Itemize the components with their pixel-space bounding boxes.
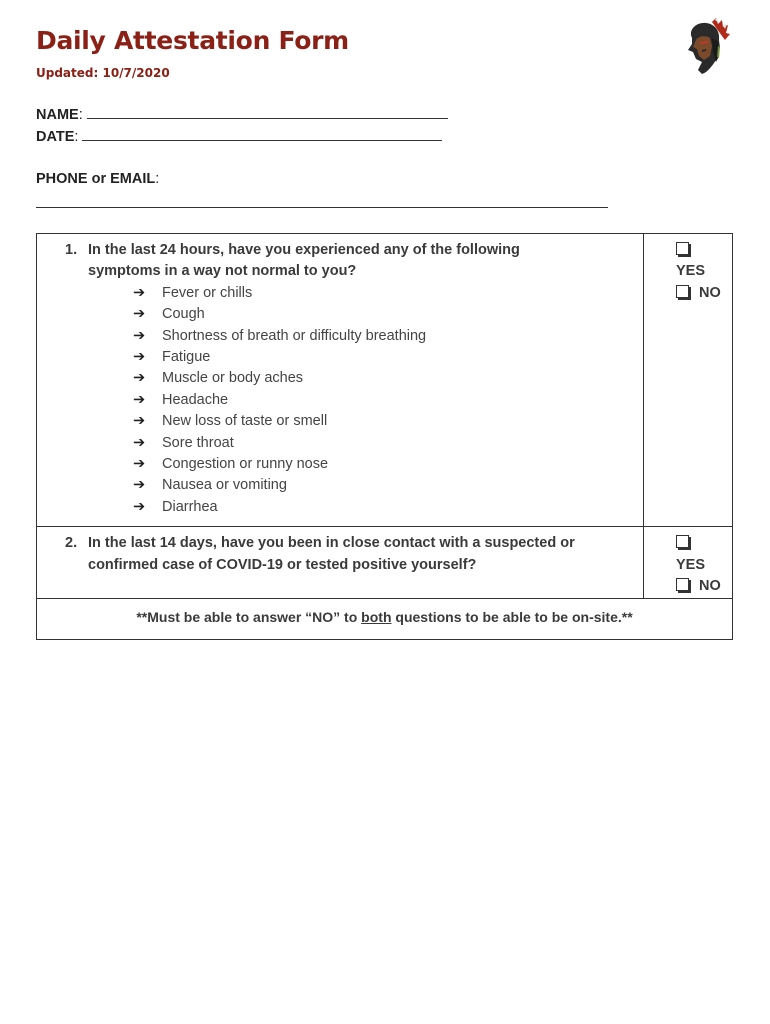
yes-label: YES xyxy=(676,556,706,573)
question-cell-1 xyxy=(37,234,644,527)
no-checkbox-1[interactable] xyxy=(676,283,722,304)
question-1 xyxy=(65,240,635,283)
symptom-text: Muscle or body aches xyxy=(162,370,304,387)
contact-field-label: PHONE or EMAIL: xyxy=(36,171,160,187)
list-item xyxy=(133,433,635,454)
question-cell-2 xyxy=(37,527,644,598)
arrow-right-icon: ➔ xyxy=(133,306,146,323)
name-line[interactable] xyxy=(87,106,448,119)
arrow-right-icon: ➔ xyxy=(133,413,146,430)
contact-label: PHONE or EMAIL xyxy=(36,171,156,187)
checkbox-icon[interactable] xyxy=(676,242,689,255)
symptom-text: New loss of taste or smell xyxy=(162,413,328,430)
contact-line[interactable] xyxy=(36,207,608,208)
question-text-line2: confirmed case of COVID-19 or tested positive yourself? xyxy=(88,556,477,573)
list-item xyxy=(133,326,635,347)
arrow-right-icon: ➔ xyxy=(133,456,146,473)
onsite-requirement-note xyxy=(37,598,733,639)
arrow-right-icon: ➔ xyxy=(133,434,146,451)
mascot-head-logo xyxy=(682,16,732,76)
list-item xyxy=(133,368,635,389)
date-field[interactable]: DATE: xyxy=(36,128,442,145)
question-text-line1: In the last 24 hours, have you experienced any of the following xyxy=(88,242,520,258)
attestation-table xyxy=(36,233,733,640)
no-label: NO xyxy=(699,284,721,301)
symptom-text: Congestion or runny nose xyxy=(162,456,329,473)
symptom-text: Sore throat xyxy=(162,434,234,451)
arrow-right-icon: ➔ xyxy=(133,284,146,301)
list-item xyxy=(133,411,635,432)
symptom-text: Fatigue xyxy=(162,349,211,366)
symptom-text: Nausea or vomiting xyxy=(162,477,287,494)
arrow-right-icon: ➔ xyxy=(133,327,146,344)
answer-cell-1 xyxy=(644,234,733,527)
no-checkbox-2[interactable] xyxy=(676,576,722,597)
arrow-right-icon: ➔ xyxy=(133,391,146,408)
symptom-text: Cough xyxy=(162,306,205,323)
yes-label: YES xyxy=(676,263,706,280)
list-item xyxy=(133,304,635,325)
arrow-right-icon: ➔ xyxy=(133,349,146,366)
symptom-text: Headache xyxy=(162,391,229,408)
list-item xyxy=(133,283,635,304)
question-row-1 xyxy=(37,234,733,527)
checkbox-icon[interactable] xyxy=(676,535,689,548)
checkbox-icon[interactable] xyxy=(676,578,689,591)
date-label: DATE xyxy=(36,129,75,145)
name-field[interactable]: NAME: xyxy=(36,106,448,123)
list-item xyxy=(133,390,635,411)
question-text-line2: symptoms in a way not normal to you? xyxy=(88,263,357,280)
symptom-text: Shortness of breath or difficulty breathing xyxy=(162,327,427,344)
symptom-text: Fever or chills xyxy=(162,284,253,301)
checkbox-icon[interactable] xyxy=(676,285,689,298)
note-row xyxy=(37,598,733,639)
note-emphasis: both xyxy=(361,608,392,625)
arrow-right-icon: ➔ xyxy=(133,498,146,515)
date-line[interactable] xyxy=(82,128,442,141)
question-number: 2. xyxy=(65,535,78,552)
name-label: NAME xyxy=(36,107,79,123)
symptom-list xyxy=(65,283,635,518)
question-text-line1: In the last 14 days, have you been in close contact with a suspected or xyxy=(88,535,575,552)
arrow-right-icon: ➔ xyxy=(133,477,146,494)
arrow-right-icon: ➔ xyxy=(133,370,146,387)
list-item xyxy=(133,347,635,368)
list-item xyxy=(133,475,635,496)
page-title: Daily Attestation Form xyxy=(36,26,349,55)
yes-checkbox-2[interactable] xyxy=(676,533,722,576)
symptom-text: Diarrhea xyxy=(162,498,218,515)
question-2 xyxy=(65,533,635,576)
note-text-after: questions to be able to be on-site.** xyxy=(391,608,633,625)
updated-date: Updated: 10/7/2020 xyxy=(36,66,170,80)
question-row-2 xyxy=(37,527,733,598)
yes-checkbox-1[interactable] xyxy=(676,240,722,283)
list-item xyxy=(133,454,635,475)
no-label: NO xyxy=(699,578,721,595)
note-text-before: **Must be able to answer “NO” to xyxy=(136,608,362,625)
answer-cell-2 xyxy=(644,527,733,598)
list-item xyxy=(133,497,635,518)
question-number: 1. xyxy=(65,242,78,258)
